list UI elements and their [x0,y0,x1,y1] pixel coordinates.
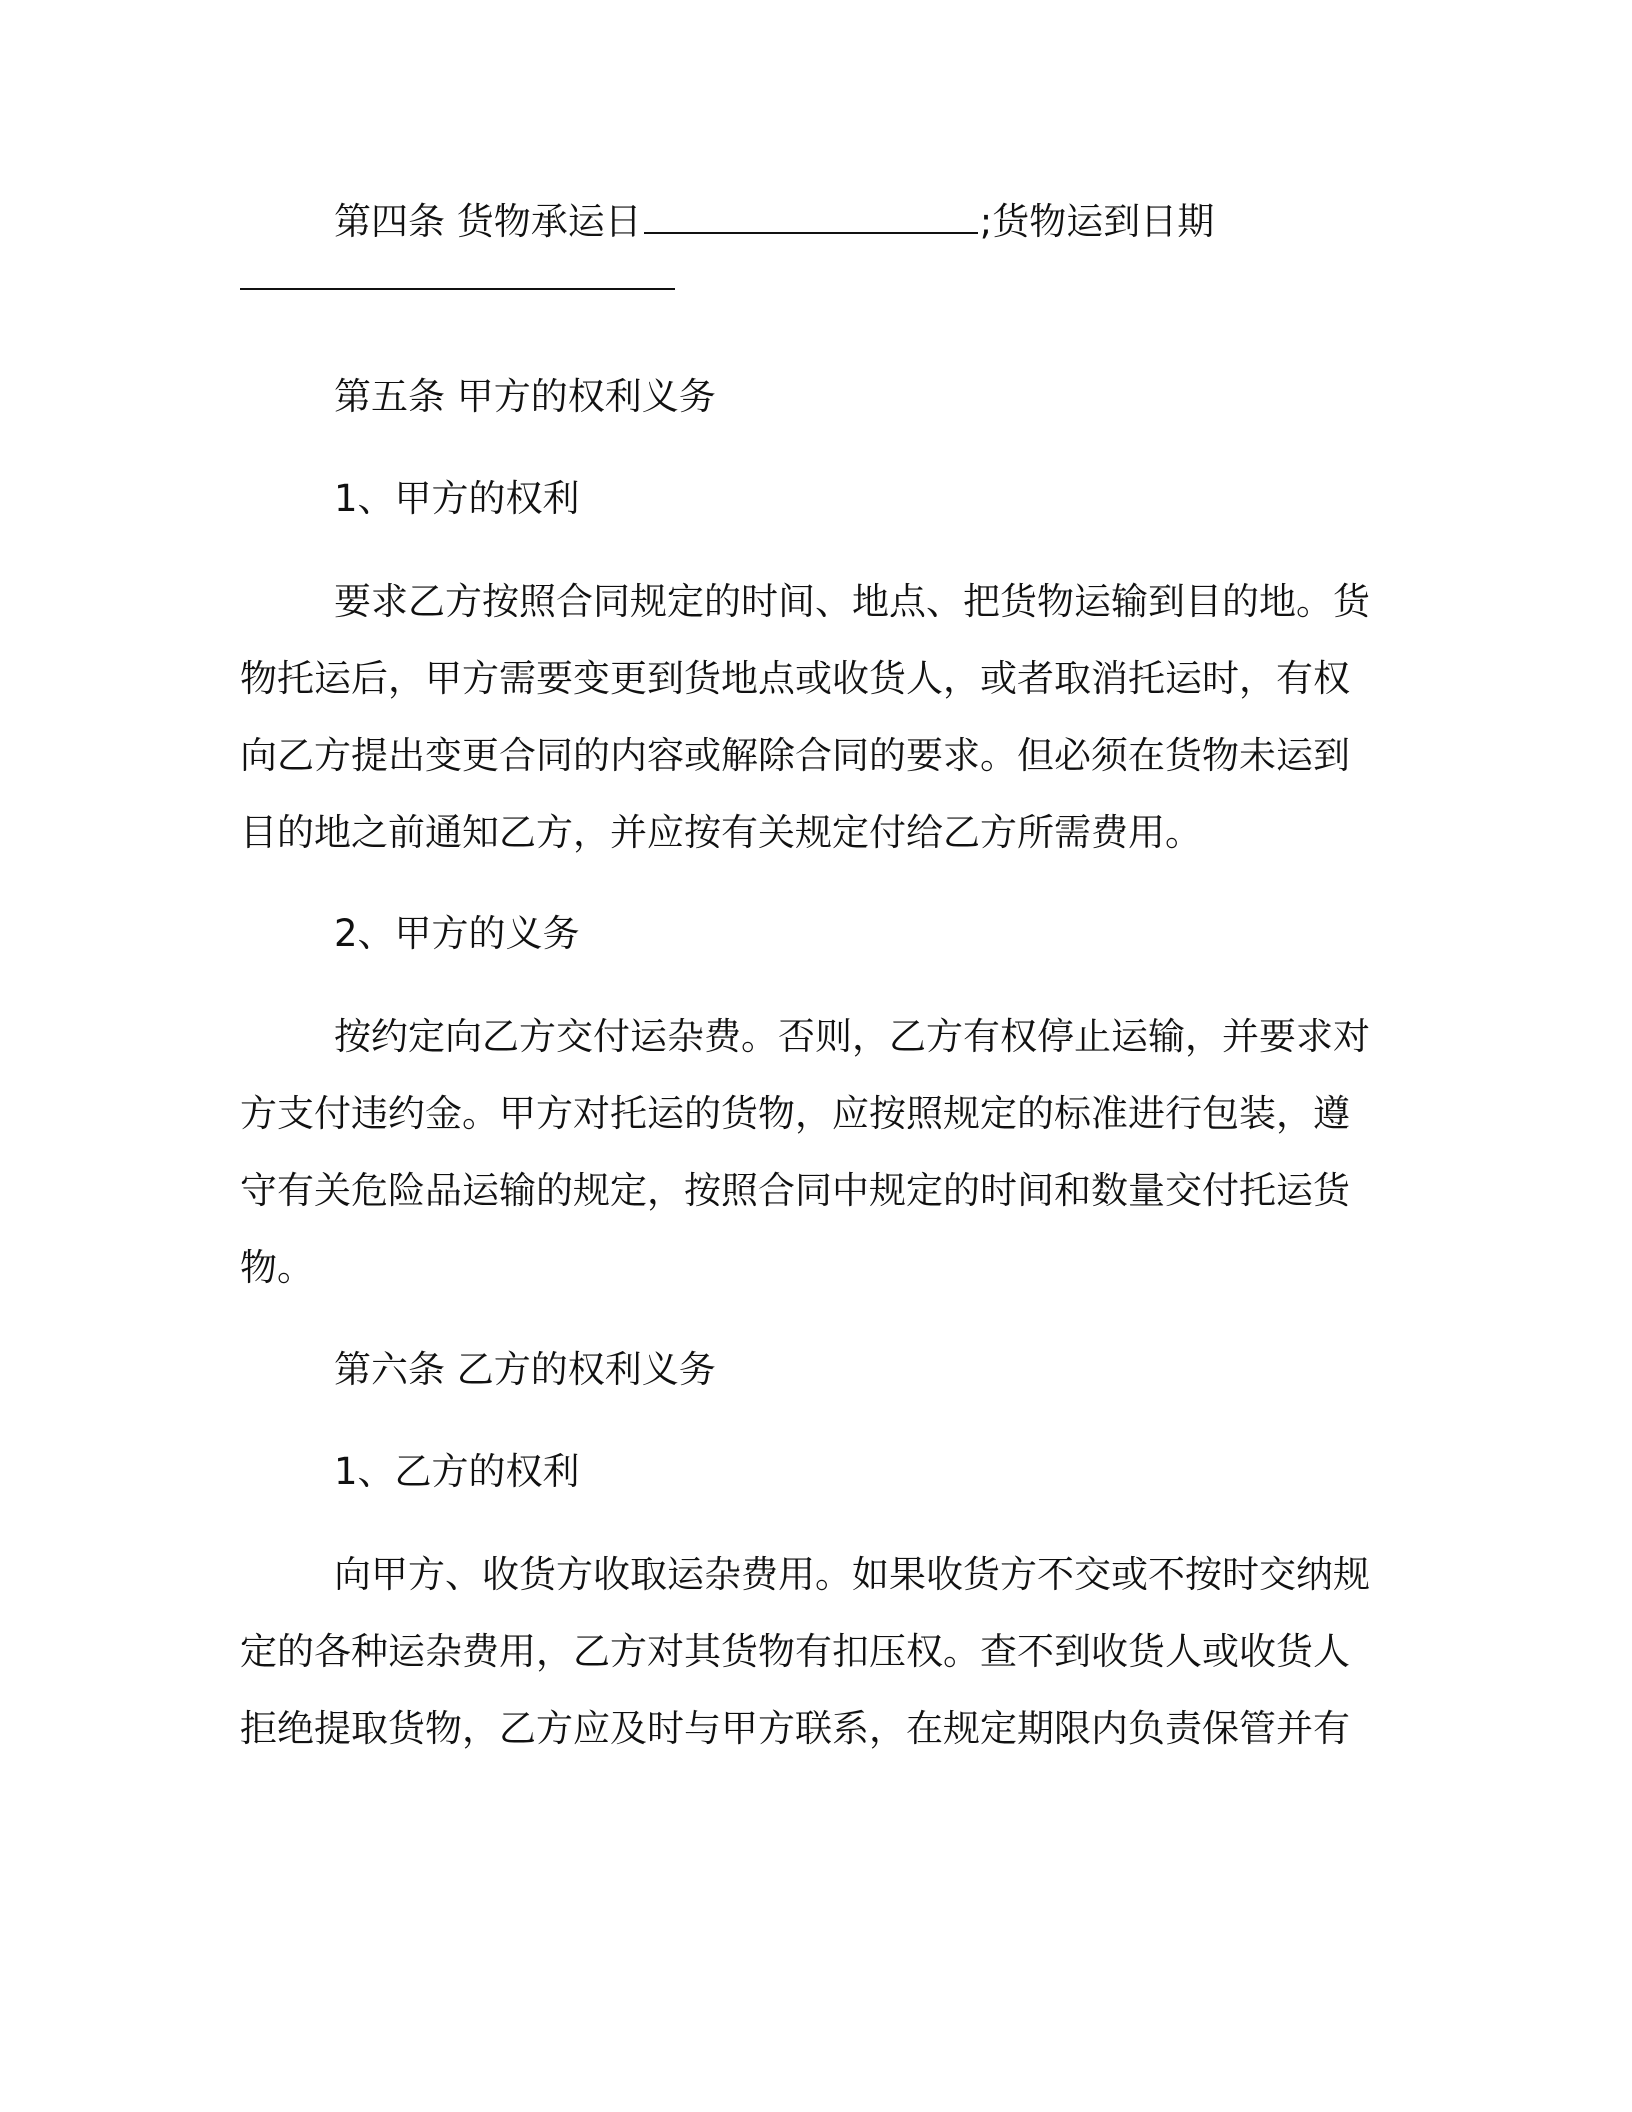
article-5-para-1-line-3: 向乙方提出变更合同的内容或解除合同的要求。但必须在货物未运到 [240,734,1350,777]
article-5-title: 第五条 甲方的权利义务 [334,375,716,418]
article-6-title: 第六条 乙方的权利义务 [334,1348,716,1391]
article-5-para-1-line-2: 物托运后，甲方需要变更到货地点或收货人，或者取消托运时，有权 [240,657,1350,700]
article-4-arrival-label: ;货物运到日期 [979,200,1215,243]
article-5-para-2-line-2: 方支付违约金。甲方对托运的货物，应按照规定的标准进行包装，遵 [240,1092,1350,1135]
ship-date-blank [644,198,978,234]
article-6-subheading-1: 1、乙方的权利 [334,1450,580,1493]
article-5-para-1-line-4: 目的地之前通知乙方，并应按有关规定付给乙方所需费用。 [240,811,1202,854]
article-4-prefix: 第四条 货物承运日 [334,200,642,243]
article-5-para-2-line-4: 物。 [240,1246,314,1289]
article-5-subheading-1: 1、甲方的权利 [334,477,580,520]
article-5-para-1-line-1: 要求乙方按照合同规定的时间、地点、把货物运输到目的地。货 [334,580,1370,623]
article-5-subheading-2: 2、甲方的义务 [334,912,580,955]
article-4-line [334,198,1215,243]
article-6-para-1-line-3: 拒绝提取货物，乙方应及时与甲方联系，在规定期限内负责保管并有 [240,1707,1350,1750]
article-5-para-2-line-1: 按约定向乙方交付运杂费。否则，乙方有权停止运输，并要求对 [334,1015,1370,1058]
article-6-para-1-line-1: 向甲方、收货方收取运杂费用。如果收货方不交或不按时交纳规 [334,1553,1370,1596]
article-5-para-2-line-3: 守有关危险品运输的规定，按照合同中规定的时间和数量交付托运货 [240,1169,1350,1212]
arrival-date-blank [240,288,675,290]
article-6-para-1-line-2: 定的各种运杂费用，乙方对其货物有扣压权。查不到收货人或收货人 [240,1630,1350,1673]
